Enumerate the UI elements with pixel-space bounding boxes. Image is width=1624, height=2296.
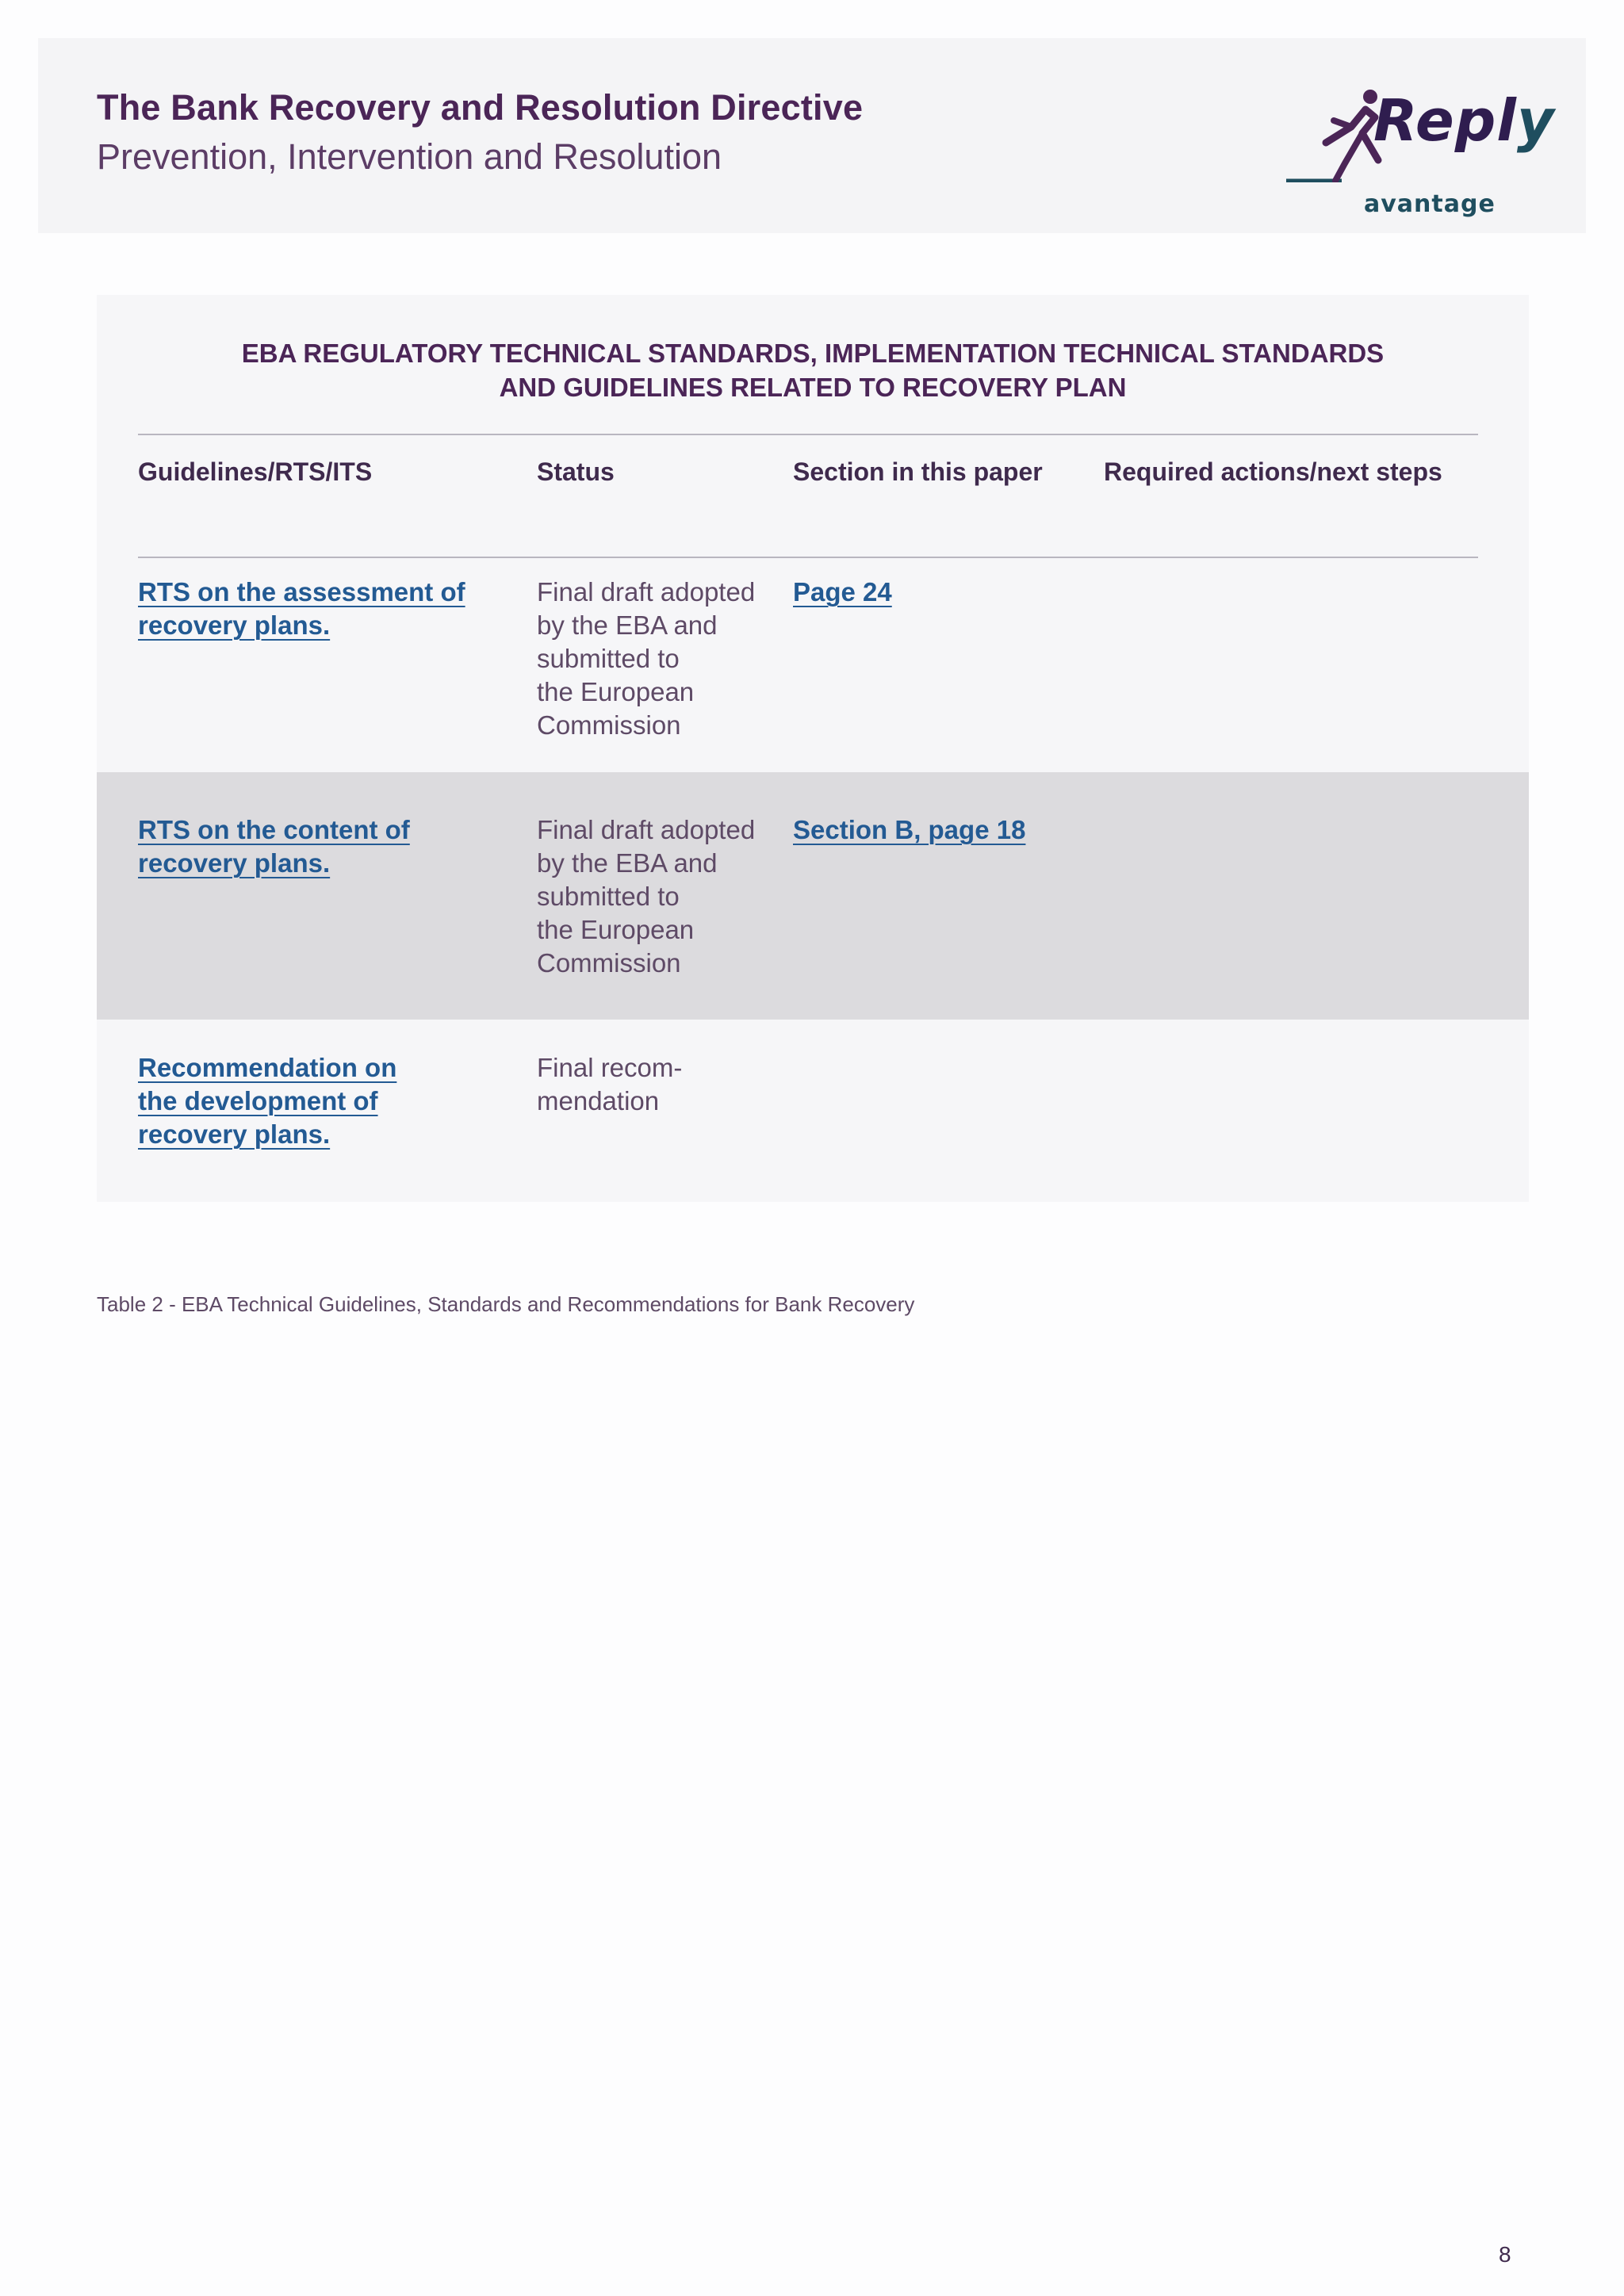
column-header-status: Status (537, 457, 615, 486)
reply-avantage-logo (1286, 87, 1555, 222)
table-title: EBA REGULATORY TECHNICAL STANDARDS, IMPLEMENTATION TECHNICAL STANDARDS AND GUIDELINES RELATED TO RECOVERY PLAN (241, 339, 1385, 402)
document-subtitle: Prevention, Intervention and Resolution (97, 136, 722, 177)
table-row (97, 772, 1529, 1020)
logo-subtitle: avantage (1364, 190, 1496, 218)
column-header-guidelines: Guidelines/RTS/ITS (138, 457, 373, 486)
guideline-link[interactable]: RTS on the content of recovery plans. (138, 815, 410, 878)
guideline-link[interactable]: Recommendation on the development of recovery plans. (138, 1053, 397, 1149)
guideline-link[interactable]: RTS on the assessment of recovery plans. (138, 577, 465, 640)
page-header (38, 38, 1586, 233)
table-row (97, 1020, 1529, 1202)
column-header-actions: Required actions/next steps (1104, 457, 1442, 486)
status-text: Final draft adopted by the EBA and submitted to the European Commission (537, 577, 756, 740)
table-top-rule (138, 434, 1478, 435)
section-link[interactable]: Page 24 (793, 577, 892, 607)
logo-wordmark: Reply (1373, 87, 1555, 154)
table-row (97, 558, 1529, 796)
table-caption: Table 2 - EBA Technical Guidelines, Standards and Recommendations for Bank Recovery (97, 1292, 915, 1316)
status-text: Final recom- mendation (537, 1053, 683, 1115)
status-text: Final draft adopted by the EBA and submitted to the European Commission (537, 815, 756, 978)
document-title: The Bank Recovery and Resolution Directive (97, 87, 864, 128)
regulatory-standards-table (97, 295, 1529, 1202)
column-header-section: Section in this paper (793, 457, 1043, 486)
page-number: 8 (1499, 2242, 1511, 2267)
section-link[interactable]: Section B, page 18 (793, 815, 1026, 844)
